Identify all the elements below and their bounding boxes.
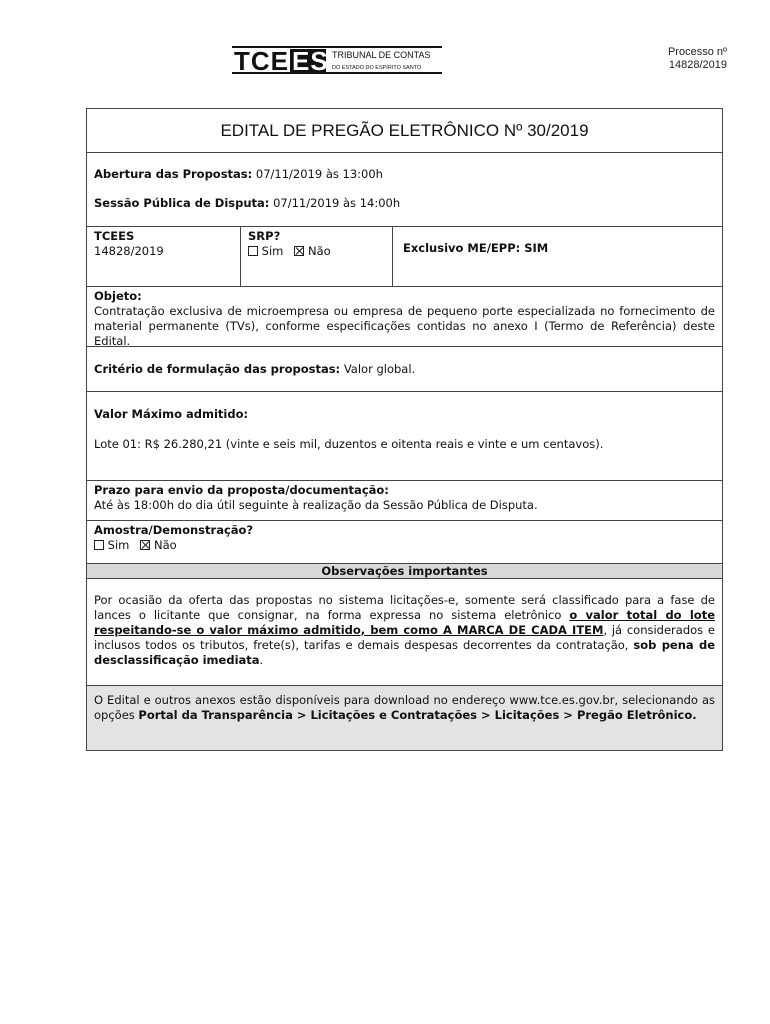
objeto-text: Contratação exclusiva de microempresa ou empresa de pequeno porte especializada no fornecimento de material permanente (TVs), conforme especificações contidas no anexo I (Termo de Referência) deste Edital. <box>94 304 715 348</box>
info-grid <box>87 227 722 287</box>
srp-options: Sim Não <box>248 244 385 259</box>
svg-text:TCE: TCE <box>234 46 289 76</box>
amostra-sim-checkbox <box>94 540 104 550</box>
obs-header: Observações importantes <box>87 564 722 579</box>
srp-sim-checkbox <box>248 246 258 256</box>
sessao-label: Sessão Pública de Disputa: <box>94 196 270 210</box>
abertura-value: 07/11/2019 às 13:00h <box>255 167 383 181</box>
obs-text: Por ocasião da oferta das propostas no sistema licitações-e, somente será classificado para a fase de lances o licitante que consignar, na forma expressa no sistema eletrônico o valor total do lote respeitando-se o valor máximo admitido, bem como A MARCA DE CADA ITEM, já considerados e inclusos todos os tributos, frete(s), tarifas e demais despesas decorrentes da contratação, sob pena de desclassificação imediata. <box>87 579 722 686</box>
process-number: Processo nº 14828/2019 <box>667 46 727 71</box>
srp-nao-checkbox <box>294 246 304 256</box>
criterio-row: Critério de formulação das propostas: Valor global. <box>87 347 722 392</box>
amostra-nao-checkbox <box>140 540 150 550</box>
sessao-value: 07/11/2019 às 14:00h <box>273 196 401 210</box>
dates-row <box>87 153 722 227</box>
exclusivo-label: Exclusivo ME/EPP: SIM <box>403 241 549 255</box>
edital-title: EDITAL DE PREGÃO ELETRÔNICO Nº 30/2019 <box>87 109 722 153</box>
prazo-row: Prazo para envio da proposta/documentação: Até às 18:00h do dia útil seguinte à realização da Sessão Pública de Disputa. <box>87 481 722 521</box>
svg-text:DO ESTADO DO ESPÍRITO SANTO: DO ESTADO DO ESPÍRITO SANTO <box>332 65 422 71</box>
page-header <box>0 0 770 100</box>
abertura-label: Abertura das Propostas: <box>94 167 253 181</box>
org-label: TCEES <box>94 229 135 243</box>
svg-text:TRIBUNAL DE CONTAS: TRIBUNAL DE CONTAS <box>332 50 431 60</box>
footer-note: O Edital e outros anexos estão disponíveis para download no endereço www.tce.es.gov.br, selecionando as opções Portal da Transparência > Licitações e Contratações > Licitações > Pregão Eletrônico. <box>87 686 722 750</box>
valor-row: Valor Máximo admitido: Lote 01: R$ 26.280,21 (vinte e seis mil, duzentos e oitenta reais e vinte e um centavos). <box>87 392 722 481</box>
edital-box <box>86 108 723 751</box>
tcees-logo <box>232 44 442 76</box>
org-value: 14828/2019 <box>94 244 164 258</box>
objeto-row: Objeto: Contratação exclusiva de microempresa ou empresa de pequeno porte especializada no fornecimento de material permanente (TVs), conforme especificações contidas no anexo I (Termo de Referência) deste Edital. <box>87 287 722 347</box>
amostra-row: Amostra/Demonstração? Sim Não <box>87 521 722 564</box>
valor-text: Lote 01: R$ 26.280,21 (vinte e seis mil, duzentos e oitenta reais e vinte e um centavos). <box>94 437 604 451</box>
svg-text:ES: ES <box>292 46 329 76</box>
srp-label: SRP? <box>248 229 281 243</box>
